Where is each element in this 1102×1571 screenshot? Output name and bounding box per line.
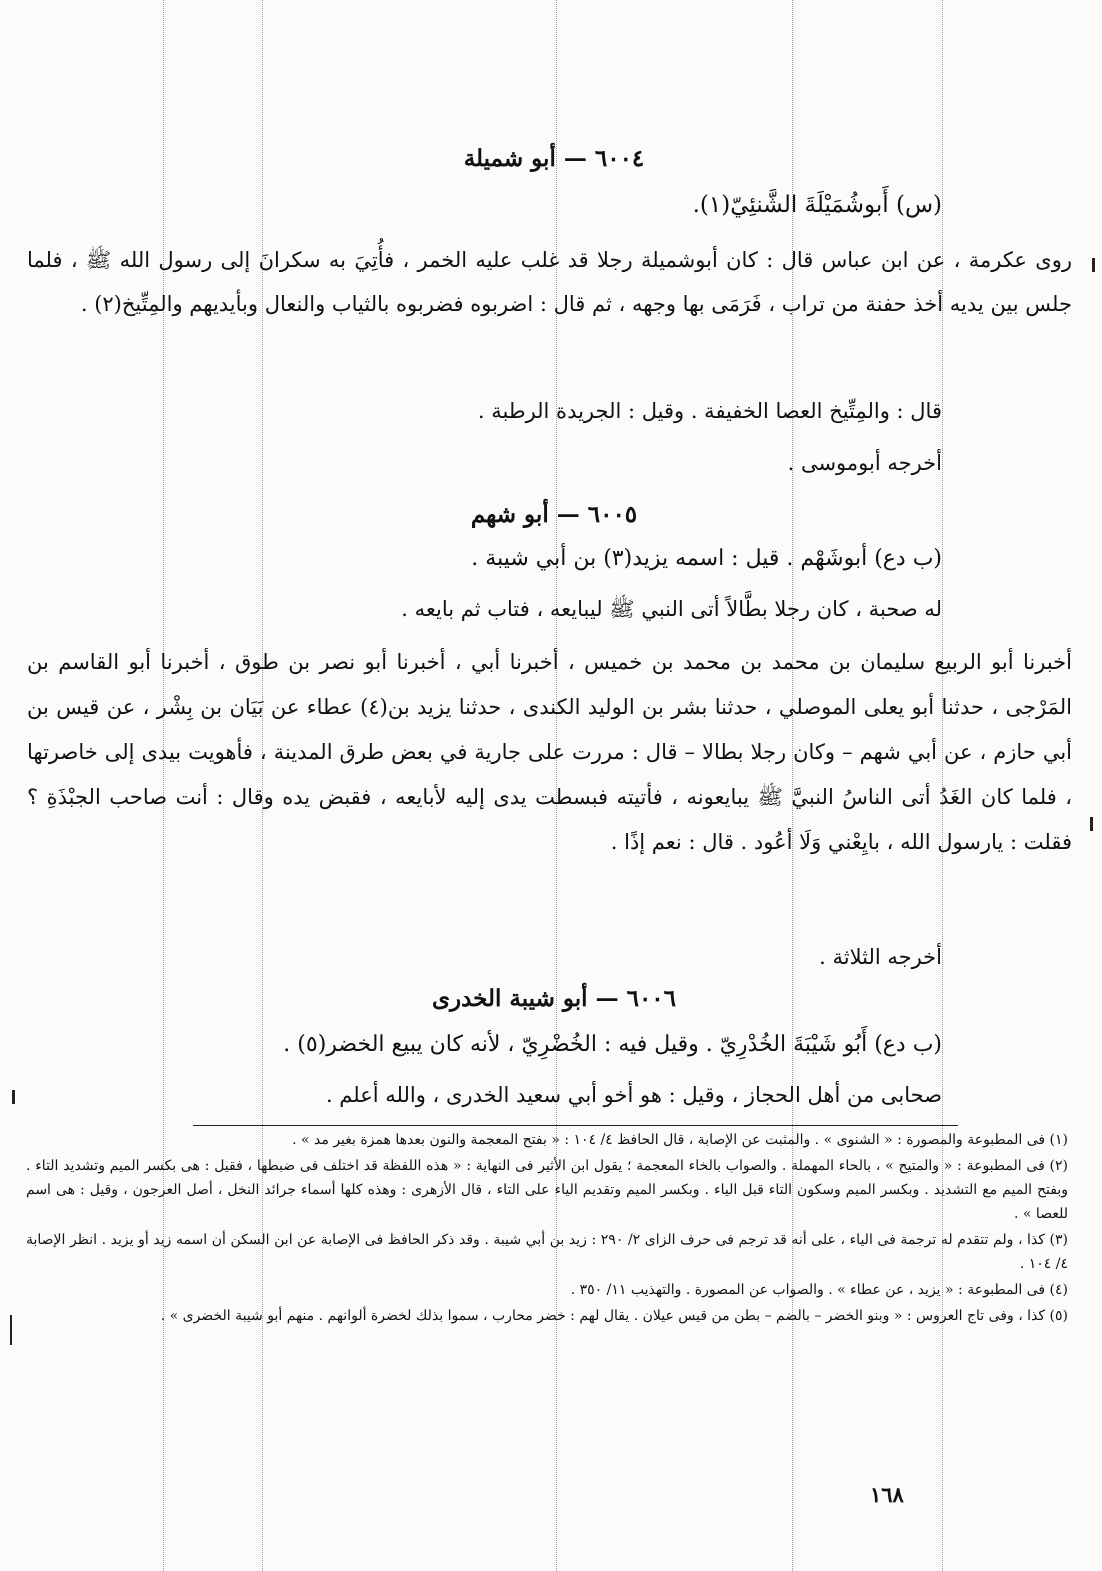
entry-paragraph: صحابى من أهل الحجاز ، وقيل : هو أخو أبي سعيد الخدرى ، والله أعلم . (325, 1083, 942, 1107)
entry-name-line: (س) أَبوشُمَيْلَةَ الشَّنئِيّ(١). (692, 192, 942, 218)
entry-6005 (164, 498, 944, 532)
footnote: (١) فى المطبوعة والمصورة : « الشنوى » . والمثبت عن الإصابة ، قال الحافظ ٤/ ١٠٤ : « بفتح المعجمة والنون بعدها همزة بغير مد » . (292, 1132, 1068, 1148)
entry-6006-line (142, 1026, 942, 1064)
entry-name-line: (ب دع) أبوشَهْم . قيل : اسمه يزيد(٣) بن أبي شيبة . (471, 546, 942, 571)
footnote-separator (193, 1125, 958, 1126)
entry-heading: ٦٠٠٤ — أبو شميلة (463, 145, 645, 172)
entry-6005-line (142, 540, 942, 578)
entry-paragraph: قال : والمِتِّيخ العصا الخفيفة . وقيل : الجريدة الرطبة . (477, 399, 942, 423)
entry-6004-body (27, 238, 1072, 326)
entry-6004-source (142, 444, 942, 482)
page-number: ١٦٨ (870, 1482, 904, 1507)
entry-6005-body (27, 640, 1072, 865)
margin-mark (10, 1315, 12, 1345)
entry-paragraph: له صحبة ، كان رجلا بطَّالاً أتى النبي ﷺ ليبايعه ، فتاب ثم بايعه . (401, 597, 942, 621)
entry-6004-gloss (142, 392, 942, 430)
margin-mark (1092, 258, 1095, 272)
entry-source: أخرجه أبوموسى . (787, 451, 942, 475)
footnotes (26, 1128, 1068, 1330)
entry-name-line: (ب دع) أَبُو شَيْبَةَ الخُدْرِيّ . وقيل فيه : الخُضْرِيّ ، لأنه كان يبيع الخضر(٥) . (283, 1032, 942, 1057)
footnote: (٤) فى المطبوعة : « يزيد ، عن عطاء » . والصواب عن المصورة . والتهذيب ١١/ ٣٥٠ . (570, 1282, 1068, 1298)
entry-6006 (164, 982, 944, 1016)
footnote: (٢) فى المطبوعة : « والمتيح » ، بالحاء المهملة . والصواب بالخاء المعجمة ؛ يقول ابن الأثير فى النهاية : « هذه اللفظة قد اختلف فى ضبطها ، فقيل : هى بكسر الميم وتشديد التاء . وبفتح الميم مع التشديد . وبكسر الميم وسكون التاء قبل الياء . وبكسر الميم وتقديم الياء على التاء ، قال الأزهرى : وهذه كلها أسماء جرائد النخل ، أصل العرجون ، وقيل : هى اسم للعصا » . (26, 1158, 1068, 1222)
entry-6006-line2 (142, 1076, 942, 1114)
entry-paragraph: أخبرنا أبو الربيع سليمان بن محمد بن محمد بن خميس ، أخبرنا أبي ، أخبرنا أبو نصر بن طوق ، أخبرنا أبو القاسم بن المَرْجى ، حدثنا أبو يعلى الموصلي ، حدثنا بشر بن الوليد الكندى ، حدثنا يزيد بن(٤) عطاء عن بَيَان بن بِشْر ، عن قيس بن أبي حازم ، عن أبي شهم – وكان رجلا بطالا – قال : مررت على جارية في بعض طرق المدينة ، فأهويت بيدى إلى خاصرتها ، فلما كان الغَدُ أتى الناسُ النبيَّ ﷺ يبايعونه ، فأتيته فبسطت يدى إليه لأبايعه ، فقبض يده وقال : أنت صاحب الجبْذَةِ ؟ فقلت : يارسول الله ، بايِعْني وَلَا أعُود . قال : نعم إذًا . (27, 650, 1072, 854)
footnote: (٥) كذا ، وفى تاج العروس : « وبنو الخضر – بالضم – بطن من قيس عيلان . يقال لهم : خضر محارب ، سموا بذلك لخضرة ألوانهم . منهم أبو شيبة الخضرى » . (160, 1308, 1068, 1324)
entry-source: أخرجه الثلاثة . (819, 945, 942, 969)
entry-6005-line2 (142, 590, 942, 628)
footnote: (٣) كذا ، ولم تتقدم له ترجمة فى الياء ، على أنه قد ترجم فى حرف الزاى ٢/ ٢٩٠ : زيد بن أبي شيبة . وقد ذكر الحافظ فى الإصابة عن ابن السكن أن اسمه زيد أو يزيد . انظر الإصابة ٤/ ١٠٤ . (26, 1232, 1069, 1272)
entry-6004-line (162, 186, 942, 224)
entry-paragraph: روى عكرمة ، عن ابن عباس قال : كان أبوشميلة رجلا قد غلب عليه الخمر ، فأُتِيَ به سكرانَ إلى رسول الله ﷺ ، فلما جلس بين يديه أخذ حفنة من تراب ، فَرَمَى بها وجهه ، ثم قال : اضربوه فضربوه بالثياب والنعال وبأيديهم والمِتِّيخ(٢) . (27, 248, 1072, 316)
margin-mark (1090, 817, 1093, 831)
entry-heading: ٦٠٠٥ — أبو شهم (470, 501, 638, 528)
margin-mark (12, 1090, 15, 1104)
entry-6004 (164, 142, 944, 176)
entry-6005-source (142, 938, 942, 976)
entry-heading: ٦٠٠٦ — أبو شيبة الخدرى (431, 985, 677, 1012)
